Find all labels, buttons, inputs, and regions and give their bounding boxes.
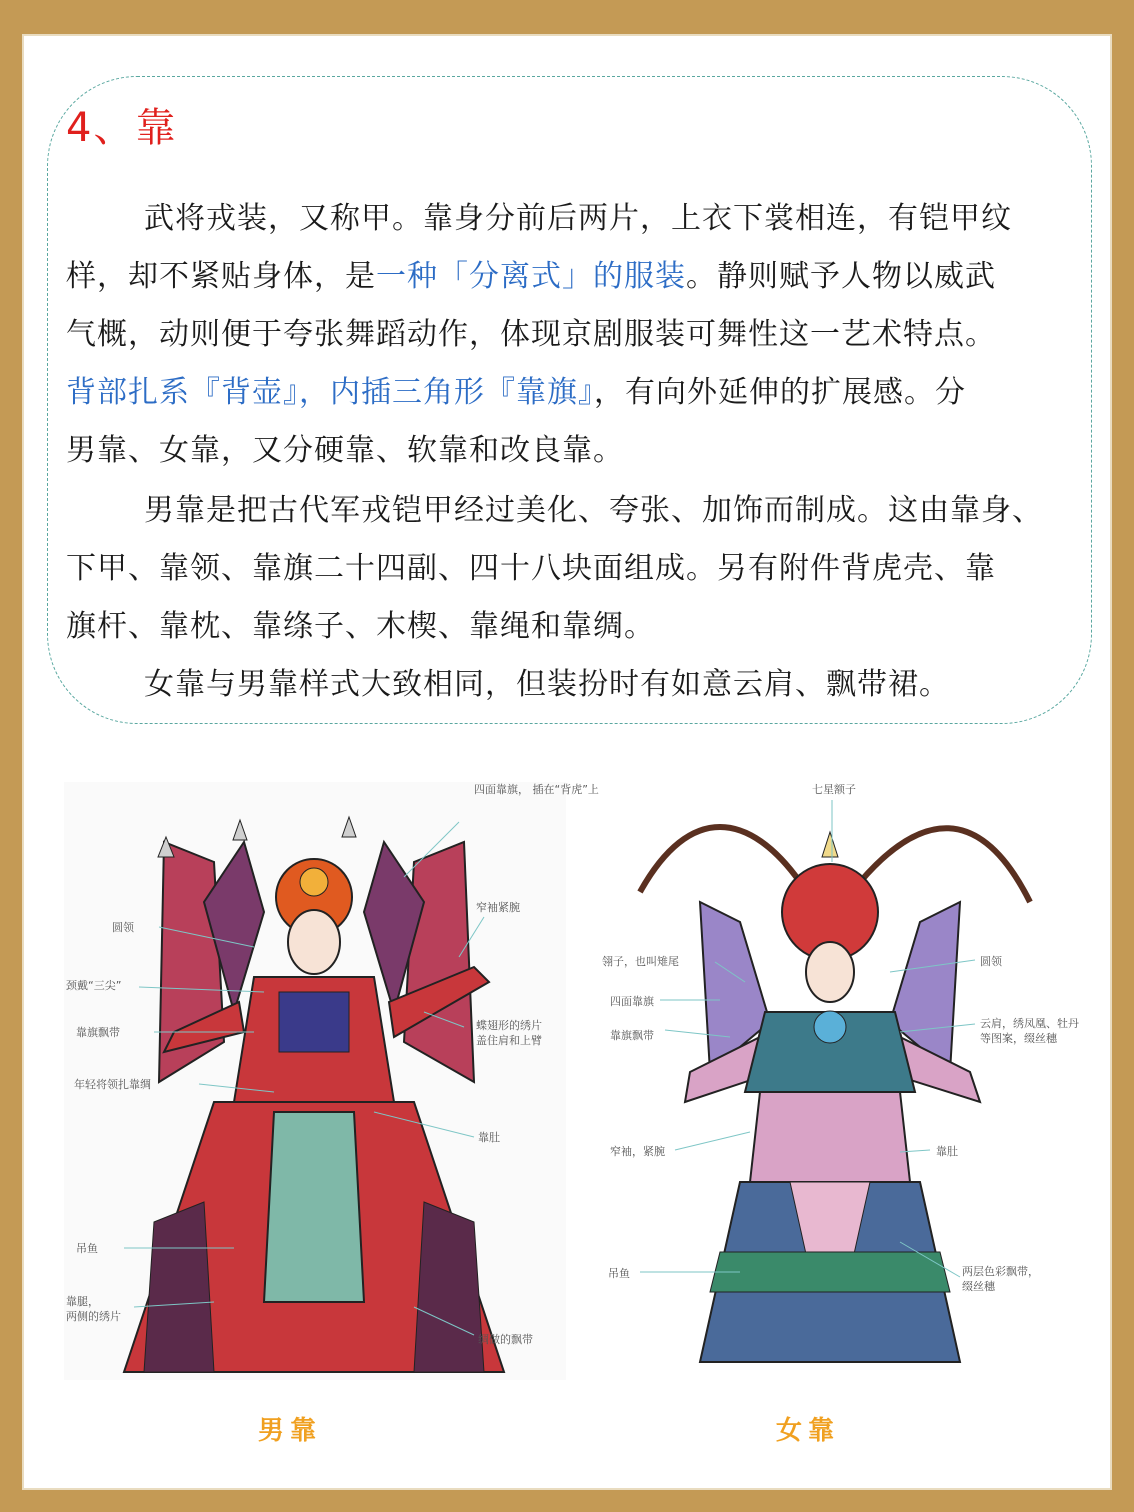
female-label-flags: 四面靠旗 bbox=[610, 995, 654, 1008]
male-label-butterfly: 蝶翅形的绣片 盖住肩和上臂 bbox=[476, 1019, 542, 1047]
paragraph-2-line-2: 下甲、靠领、靠旗二十四副、四十八块面组成。另有附件背虎壳、靠 bbox=[66, 551, 996, 586]
highlight-back-flags: 背部扎系『背壶』，内插三角形『靠旗』 bbox=[66, 375, 594, 410]
paragraph-2-line-1: 男靠是把古代军戎铠甲经过美化、夸张、加饰而制成。这由靠身、 bbox=[144, 493, 1043, 528]
male-label-flags: 四面靠旗， 插在“背虎”上 bbox=[474, 783, 599, 796]
paragraph-1-line-2: 样，却不紧贴身体，是一种「分离式」的服装。静则赋予人物以威武 bbox=[66, 259, 996, 294]
highlight-separated-style: 一种「分离式」的服装 bbox=[376, 259, 686, 294]
male-label-flag-ribbon: 靠旗飘带 bbox=[76, 1026, 120, 1039]
male-label-collar: 圆领 bbox=[112, 921, 134, 934]
female-armor-caption: 女靠 bbox=[776, 1416, 841, 1446]
paragraph-2-line-3: 旗杆、靠枕、靠绦子、木楔、靠绳和靠绸。 bbox=[66, 609, 655, 644]
paragraph-1-line-5: 男靠、女靠，又分硬靠、软靠和改良靠。 bbox=[66, 433, 624, 468]
female-label-pheasant: 翎子，也叫雉尾 bbox=[602, 955, 679, 968]
female-label-flag-ribbon: 靠旗飘带 bbox=[610, 1029, 654, 1042]
male-label-leg: 靠腿， 两侧的绣片 bbox=[66, 1295, 121, 1323]
male-armor-caption: 男靠 bbox=[258, 1416, 323, 1446]
male-label-pendant: 吊鱼 bbox=[76, 1242, 98, 1255]
female-label-pendant: 吊鱼 bbox=[608, 1267, 630, 1280]
male-label-belly: 靠肚 bbox=[478, 1131, 500, 1144]
female-label-collar: 圆领 bbox=[980, 955, 1002, 968]
paragraph-3-line-1: 女靠与男靠样式大致相同，但装扮时有如意云肩、飘带裙。 bbox=[144, 667, 950, 702]
section-heading: 4、靠 bbox=[66, 105, 178, 151]
male-label-young-general: 年轻将领扎靠绸 bbox=[74, 1078, 151, 1091]
male-label-silk-ribbon: 绸做的飘带 bbox=[478, 1333, 533, 1346]
male-armor-figure bbox=[64, 782, 599, 1380]
paragraph-1-line-3: 气概，动则便于夸张舞蹈动作，体现京剧服装可舞性这一艺术特点。 bbox=[66, 317, 996, 352]
female-label-ribbons: 两层色彩飘带， 缀丝穗 bbox=[962, 1265, 1039, 1293]
female-label-sleeve: 窄袖，紧腕 bbox=[610, 1145, 665, 1158]
paragraph-1-line-1: 武将戎装，又称甲。靠身分前后两片，上衣下裳相连，有铠甲纹 bbox=[144, 201, 1012, 236]
female-label-cloud: 云肩，绣凤凰、牡丹 等图案，缀丝穗 bbox=[980, 1017, 1079, 1045]
male-label-three-points: 颈戴“三尖” bbox=[66, 979, 122, 992]
female-label-belly: 靠肚 bbox=[936, 1145, 958, 1158]
male-label-sleeve: 窄袖紧腕 bbox=[476, 901, 520, 914]
female-label-crown: 七星额子 bbox=[812, 783, 856, 796]
female-armor-figure bbox=[600, 772, 1079, 1380]
paragraph-1-line-4: 背部扎系『背壶』，内插三角形『靠旗』，有向外延伸的扩展感。分 bbox=[66, 375, 966, 410]
